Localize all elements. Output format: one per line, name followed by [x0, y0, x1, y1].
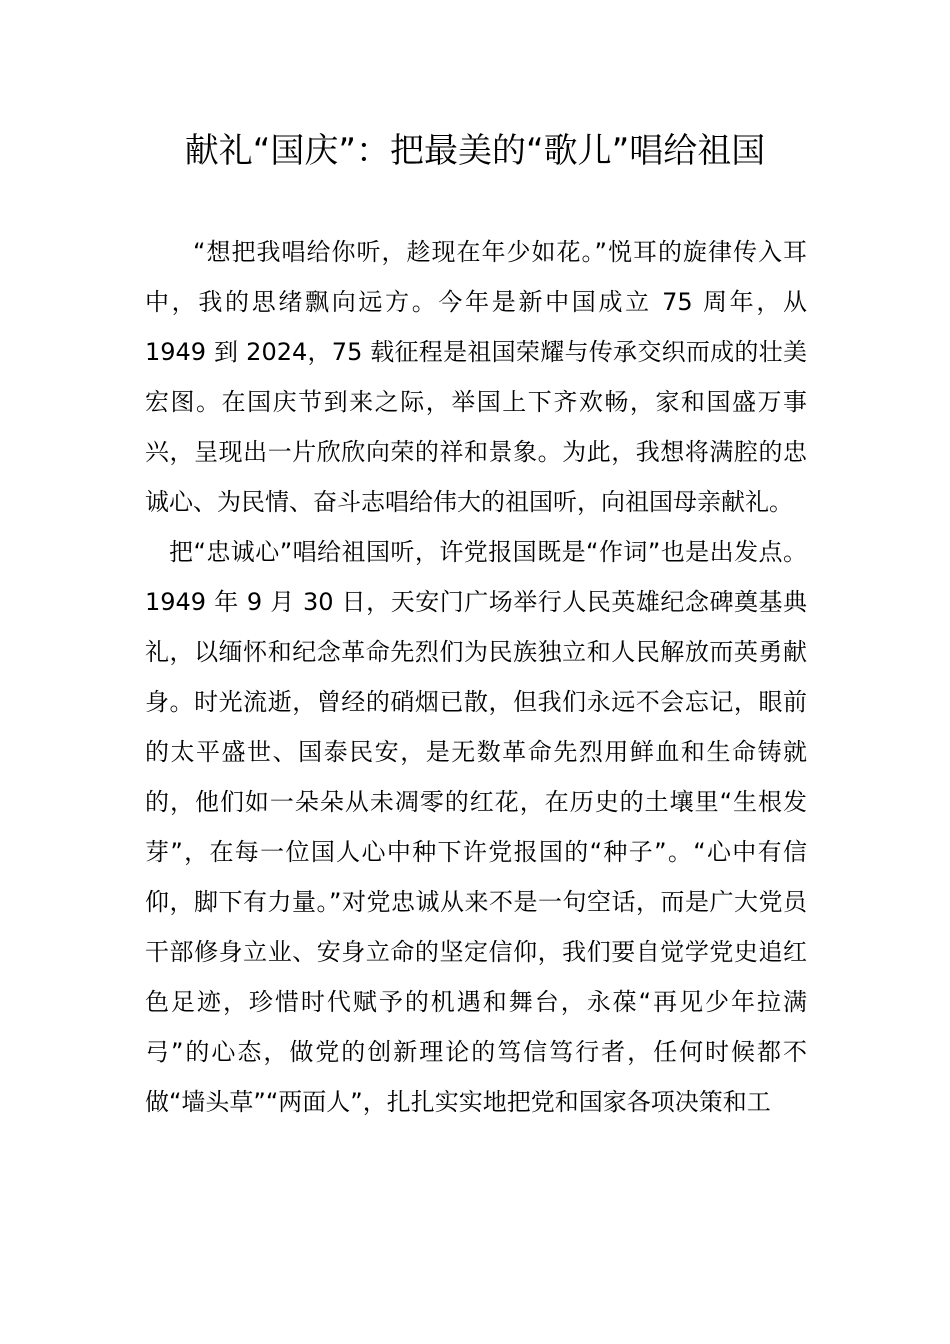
document-body — [145, 227, 807, 1127]
document-title: 献礼“国庆”：把最美的“歌儿”唱给祖国 — [184, 131, 766, 171]
paragraph-2: 把“忠诚心”唱给祖国听，许党报国既是“作词”也是出发点。1949 年 9 月 30 日，天安门广场举行人民英雄纪念碑奠基典礼，以缅怀和纪念革命先烈们为民族独立和人民解放而英勇献身。时光流逝，曾经的硝烟已散，但我们永远不会忘记，眼前的太平盛世、国泰民安，是无数革命先烈用鲜血和生命铸就的，他们如一朵朵从未凋零的红花，在历史的土壤里“生根发芽”，在每一位国人心中种下许党报国的“种子”。“心中有信仰，脚下有力量。”对党忠诚从来不是一句空话，而是广大党员干部修身立业、安身立命的坚定信仰，我们要自觉学党史追红色足迹，珍惜时代赋予的机遇和舞台，永葆“再见少年拉满弓”的心态，做党的创新理论的笃信笃行者，任何时候都不做“墙头草”“两面人”，扎扎实实地把党和国家各项决策和工 — [145, 538, 807, 1116]
paragraph-1: “想把我唱给你听，趁现在年少如花。”悦耳的旋律传入耳中，我的思绪飘向远方。今年是新中国成立 75 周年，从 1949 到 2024，75 载征程是祖国荣耀与传承交织而成的壮美宏图。在国庆节到来之际，举国上下齐欢畅，家和国盛万事兴，呈现出一片欣欣向荣的祥和景象。为此，我想将满腔的忠诚心、为民情、奋斗志唱给伟大的祖国听，向祖国母亲献礼。 — [145, 238, 807, 516]
